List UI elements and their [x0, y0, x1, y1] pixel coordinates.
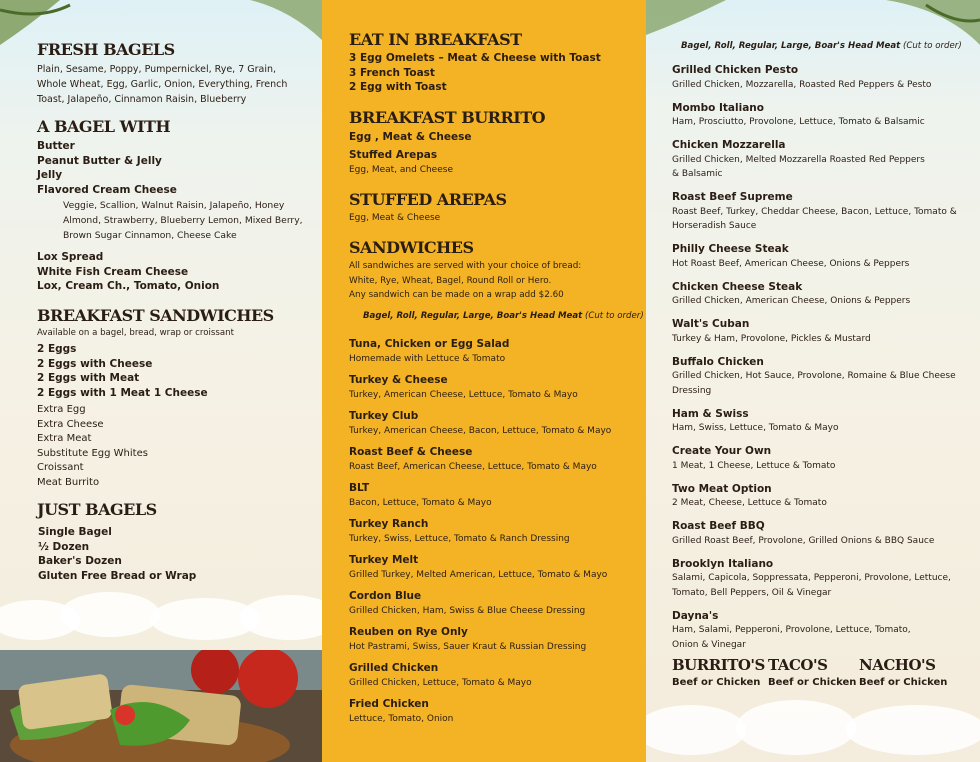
- sandwich-name: Ham & Swiss: [672, 407, 749, 420]
- breakfast-burrito-title: BREAKFAST BURRITO: [349, 108, 546, 127]
- sandwich-desc: Onion & Vinegar: [672, 639, 746, 650]
- sandwich-item: [349, 661, 611, 697]
- eat-in-title: EAT IN BREAKFAST: [349, 30, 522, 49]
- list-item: 2 Eggs with 1 Meat 1 Cheese: [37, 386, 208, 399]
- list-item: 2 Eggs with Meat: [37, 372, 140, 384]
- list-item: Flavored Cream Cheese: [37, 183, 177, 196]
- bread-options: Bagel, Roll, Regular, Large, Boar's Head Meat: [681, 41, 901, 51]
- list-item: Extra Egg: [37, 404, 86, 415]
- note-line: Any sandwich can be made on a wrap add $2.60: [349, 290, 564, 300]
- right-panel: [646, 0, 980, 762]
- tacos-block: [768, 656, 856, 691]
- sandwich-item: [672, 63, 957, 92]
- sandwich-desc: Hot Roast Beef, American Cheese, Onions & Peppers: [672, 258, 910, 269]
- sandwich-desc: Ham, Swiss, Lettuce, Tomato & Mayo: [672, 423, 839, 433]
- sandwich-name: Dayna's: [672, 609, 719, 622]
- bread-options: Bagel, Roll, Regular, Large, Boar's Head Meat: [363, 311, 583, 321]
- sandwich-desc: Grilled Chicken, Lettuce, Tomato & Mayo: [349, 677, 532, 688]
- breakfast-sandwiches-list: [37, 342, 208, 400]
- list-item: 3 Egg Omelets – Meat & Cheese with Toast: [349, 52, 601, 64]
- sandwich-name: Turkey & Cheese: [349, 374, 448, 386]
- breakfast-sandwiches-subtitle: Available on a bagel, bread, wrap or croissant: [37, 328, 234, 338]
- sandwich-name: Philly Cheese Steak: [672, 243, 789, 255]
- fresh-bagels-title: FRESH BAGELS: [37, 40, 175, 59]
- sandwich-desc: Bacon, Lettuce, Tomato & Mayo: [349, 497, 492, 508]
- sandwich-name: Two Meat Option: [672, 482, 772, 495]
- sandwich-name: Chicken Cheese Steak: [672, 280, 803, 293]
- sandwich-item: [349, 517, 611, 553]
- sandwich-desc: Roast Beef, American Cheese, Lettuce, Tomato & Mayo: [349, 461, 597, 472]
- sandwich-item: [672, 190, 957, 234]
- list-item: Single Bagel: [38, 526, 112, 538]
- sandwich-desc: Ham, Prosciutto, Provolone, Lettuce, Tomato & Balsamic: [672, 117, 925, 127]
- list-item: Substitute Egg Whites: [37, 447, 148, 459]
- sandwich-desc: Lettuce, Tomato, Onion: [349, 713, 454, 724]
- sandwich-name: Cordon Blue: [349, 590, 422, 602]
- sandwich-desc: 2 Meat, Cheese, Lettuce & Tomato: [672, 498, 827, 508]
- sandwich-desc: Tomato, Bell Peppers, Oil & Vinegar: [672, 587, 832, 598]
- sandwich-item: [349, 445, 611, 481]
- list-item: Jelly: [37, 169, 63, 181]
- sandwich-photo: [0, 650, 322, 762]
- sandwich-item: [349, 373, 611, 409]
- burrito-item-desc: Egg, Meat, and Cheese: [349, 165, 453, 175]
- sandwich-name: Turkey Club: [349, 410, 419, 422]
- sandwich-desc: Grilled Chicken, Hot Sauce, Provolone, Romaine & Blue Cheese: [672, 371, 956, 381]
- list-item: Extra Meat: [37, 433, 92, 444]
- sandwich-desc: Turkey, American Cheese, Lettuce, Tomato & Mayo: [349, 389, 578, 400]
- sandwiches-title: SANDWICHES: [349, 238, 474, 257]
- bread-options-line: [363, 311, 644, 321]
- sandwich-desc: Dressing: [672, 385, 712, 396]
- note-line: White, Rye, Wheat, Bagel, Round Roll or Hero.: [349, 275, 552, 286]
- list-item: Lox Spread: [37, 251, 104, 263]
- sandwich-desc: Turkey, American Cheese, Bacon, Lettuce, Tomato & Mayo: [349, 425, 612, 436]
- sandwich-desc: 1 Meat, 1 Cheese, Lettuce & Tomato: [672, 460, 836, 471]
- list-item: Butter: [37, 140, 75, 152]
- cut-to-order: (Cut to order): [900, 41, 962, 51]
- sandwich-item: [672, 355, 957, 399]
- sandwich-desc: Turkey, Swiss, Lettuce, Tomato & Ranch Dressing: [349, 533, 570, 544]
- bagel-with-title: A BAGEL WITH: [37, 117, 171, 136]
- sandwich-desc: Homemade with Lettuce & Tomato: [349, 353, 506, 364]
- sandwich-desc: Salami, Capicola, Soppressata, Pepperoni, Provolone, Lettuce,: [672, 573, 951, 583]
- list-item: 2 Eggs with Cheese: [37, 357, 153, 370]
- list-item: Meat Burrito: [37, 476, 100, 488]
- sandwich-desc: & Balsamic: [672, 169, 723, 179]
- bread-options-line: [681, 41, 962, 51]
- list-item: Baker's Dozen: [38, 555, 122, 567]
- list-item: Extra Cheese: [37, 418, 104, 430]
- sandwich-name: Grilled Chicken: [349, 662, 439, 674]
- list-item: 2 Egg with Toast: [349, 81, 447, 93]
- sandwich-item: [672, 317, 957, 346]
- sandwich-name: Roast Beef Supreme: [672, 191, 793, 203]
- sandwich-item: [672, 280, 957, 309]
- sandwich-desc: Grilled Turkey, Melted American, Lettuce, Tomato & Mayo: [349, 569, 608, 580]
- breakfast-sandwiches-title: BREAKFAST SANDWICHES: [37, 306, 274, 325]
- note-line: All sandwiches are served with your choice of bread:: [349, 261, 582, 271]
- sandwich-item: [672, 138, 957, 182]
- list-item: 2 Eggs: [37, 343, 77, 355]
- sandwich-name: Fried Chicken: [349, 698, 429, 710]
- list-item: Gluten Free Bread or Wrap: [38, 569, 197, 582]
- sandwich-item: [672, 407, 957, 436]
- sandwich-name: Buffalo Chicken: [672, 355, 764, 368]
- sandwich-name: Chicken Mozzarella: [672, 139, 786, 151]
- sandwich-item: [349, 481, 611, 517]
- specialty-sandwich-list: [672, 63, 957, 661]
- sandwich-name: Roast Beef & Cheese: [349, 446, 473, 458]
- sandwich-item: [349, 553, 611, 589]
- cream-cheese-flavors: Veggie, Scallion, Walnut Raisin, Jalapeño, Honey Almond, Strawberry, Blueberry Lemon, Mixed Berry, Brown Sugar Cinnamon, Cheese Cake: [63, 200, 303, 241]
- just-bagels-list: [38, 525, 196, 583]
- just-bagels-title: JUST BAGELS: [37, 500, 157, 519]
- nachos-title: NACHO'S: [859, 656, 936, 674]
- tacos-title: TACO'S: [768, 656, 828, 674]
- sandwich-name: Reuben on Rye Only: [349, 626, 468, 638]
- sandwiches-notes: [349, 259, 581, 303]
- list-item: Lox, Cream Ch., Tomato, Onion: [37, 280, 220, 292]
- sandwich-desc: Hot Pastrami, Swiss, Sauer Kraut & Russian Dressing: [349, 641, 587, 652]
- list-item: ½ Dozen: [38, 540, 90, 553]
- sandwich-name: Brooklyn Italiano: [672, 557, 774, 570]
- sandwich-name: Grilled Chicken Pesto: [672, 64, 799, 76]
- sandwich-item: [672, 242, 957, 271]
- sandwich-item: [672, 101, 957, 130]
- burrito-item: Egg , Meat & Cheese: [349, 131, 472, 143]
- sandwich-desc: Grilled Chicken, Melted Mozzarella Roasted Red Peppers: [672, 154, 925, 165]
- sandwich-name: Turkey Ranch: [349, 518, 429, 530]
- sandwich-name: BLT: [349, 482, 370, 494]
- sandwich-name: Create Your Own: [672, 445, 772, 457]
- sandwich-desc: Grilled Roast Beef, Provolone, Grilled Onions & BBQ Sauce: [672, 535, 935, 546]
- sandwich-item: [349, 697, 611, 733]
- list-item: Croissant: [37, 462, 84, 473]
- burritos-desc: Beef or Chicken: [672, 677, 761, 688]
- sandwich-name: Roast Beef BBQ: [672, 520, 765, 532]
- nachos-block: [859, 656, 947, 691]
- sandwich-desc: Horseradish Sauce: [672, 221, 757, 231]
- sandwich-item: [349, 337, 611, 373]
- sandwich-item: [349, 589, 611, 625]
- eat-in-list: [349, 51, 601, 95]
- stuffed-arepas-desc: Egg, Meat & Cheese: [349, 213, 441, 223]
- fresh-bagels-desc: Plain, Sesame, Poppy, Pumpernickel, Rye, 7 Grain, Whole Wheat, Egg, Garlic, Onion, Everything, French Toast, Jalapeño, Cinnamon Raisin, Blueberry: [37, 64, 288, 105]
- bagel-with-list: [37, 139, 177, 197]
- sandwich-name: Turkey Melt: [349, 554, 419, 566]
- sandwich-desc: Grilled Chicken, Mozzarella, Roasted Red Peppers & Pesto: [672, 79, 932, 90]
- burritos-block: [672, 656, 765, 691]
- middle-panel: [322, 0, 646, 762]
- sandwich-item: [672, 444, 957, 473]
- sandwich-item: [672, 557, 957, 601]
- tacos-desc: Beef or Chicken: [768, 677, 857, 688]
- left-panel: [0, 0, 322, 762]
- list-item: White Fish Cream Cheese: [37, 265, 189, 278]
- sandwich-desc: Roast Beef, Turkey, Cheddar Cheese, Bacon, Lettuce, Tomato &: [672, 206, 957, 217]
- breakfast-extras-list: [37, 403, 148, 490]
- sandwich-name: Mombo Italiano: [672, 101, 764, 114]
- cut-to-order: (Cut to order): [582, 311, 644, 321]
- stuffed-arepas-title: STUFFED AREPAS: [349, 190, 507, 209]
- nachos-desc: Beef or Chicken: [859, 677, 948, 688]
- sandwich-desc: Grilled Chicken, American Cheese, Onions & Peppers: [672, 296, 911, 306]
- sandwich-name: Walt's Cuban: [672, 318, 750, 330]
- burrito-item: Stuffed Arepas: [349, 149, 438, 161]
- sandwich-item: [672, 519, 957, 548]
- sandwich-item: [672, 609, 957, 653]
- sandwich-desc: Ham, Salami, Pepperoni, Provolone, Lettuce, Tomato,: [672, 625, 911, 635]
- sandwich-item: [349, 625, 611, 661]
- bagel-with-list-2: [37, 250, 219, 294]
- list-item: 3 French Toast: [349, 66, 435, 79]
- sandwich-item: [349, 409, 611, 445]
- burritos-title: BURRITO'S: [672, 656, 765, 674]
- sandwich-name: Tuna, Chicken or Egg Salad: [349, 338, 510, 350]
- sandwich-desc: Grilled Chicken, Ham, Swiss & Blue Cheese Dressing: [349, 605, 586, 616]
- sandwich-item: [672, 482, 957, 511]
- sandwich-list: [349, 337, 611, 733]
- sandwich-desc: Turkey & Ham, Provolone, Pickles & Mustard: [672, 333, 871, 344]
- list-item: Peanut Butter & Jelly: [37, 154, 162, 167]
